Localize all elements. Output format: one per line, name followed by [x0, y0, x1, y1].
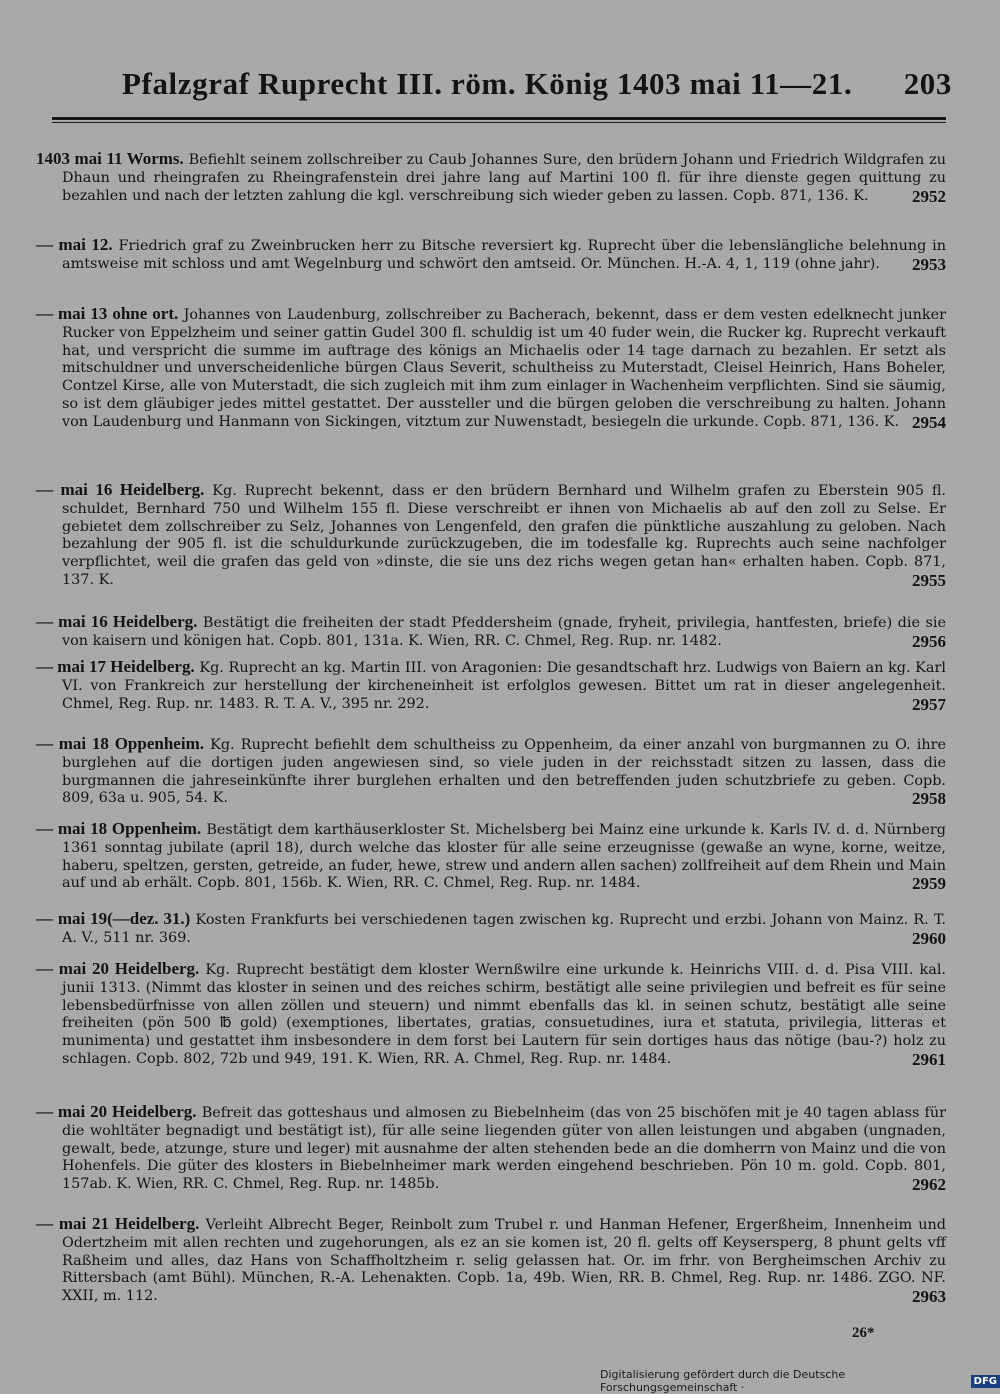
- entry-text: Verleiht Albrecht Beger, Reinbolt zum Trubel r. und Hanman Hefener, Ergerßheim, Innenheim und Odertzheim mit allen rechten und zugehorungen, als ez an sie komen ist, 20 fl. gelts off Keysersperg, 8 phunt gelts vff Raßheim und alles, daz Hans von Schaffholtzheim r. selig gelassen hat. Or. im frhr. von Bergheimschen Archiv zu Rittersbach (amt Bühl). München, R.-A. Lehenakten. Copb. 1a, 49b. Wien, RR. B. Chmel, Reg. Rup. nr. 1486. ZGO. NF. XXII, m. 112.: [62, 1217, 946, 1305]
- entry-number: 2954: [912, 412, 946, 432]
- entry-text: Kosten Frankfurts bei verschiedenen tagen zwischen kg. Ruprecht und erzbi. Johann von Mainz. R. T. A. V., 511 nr. 369.: [62, 912, 946, 946]
- entry-text: Befiehlt seinem zollschreiber zu Caub Johannes Sure, den brüdern Johann und Friedrich Wildgrafen zu Dhaun und rheingrafen zu Rheingrafenstein drei jahre lang auf Martini 100 fl. für ihre dienste gegen quittung zu bezahlen und nach der letzten zahlung die kgl. verschreibung sich wieder geben zu lassen. Copb. 871, 136. K.: [62, 152, 946, 204]
- regest-entry: [36, 658, 946, 713]
- regest-entry: [36, 481, 946, 590]
- regest-entry: [36, 1215, 946, 1306]
- entry-text: Friedrich graf zu Zweinbrucken herr zu Bitsche reversiert kg. Ruprecht über die lebenslängliche belehnung in amtsweise mit schloss und amt Wegelnburg und schwört den amtseid. Or. München. H.-A. 4, 1, 119 (ohne jahr).: [62, 238, 947, 272]
- header-rule: [52, 117, 946, 120]
- entry-number: 2953: [912, 254, 946, 274]
- entry-date: — mai 16 Heidelberg.: [36, 480, 205, 499]
- header-rule-thin: [52, 122, 946, 123]
- entry-text: Johannes von Laudenburg, zollschreiber zu Bacherach, bekennt, dass er dem vesten edelknecht junker Rucker von Eppelzheim und seiner gattin Gudel 300 fl. schuldig ist um 40 fuder wein, die Rucker kg. Ruprecht verkauft hat, und verspricht die summe im auftrage des königs an Michaelis oder 14 tage darnach zu bezahlen. Er setzt als mitschuldner und unverscheidenliche bürgen Claus Severit, schultheiss zu Muterstadt, Cleisel Heinrich, Hans Boheler, Contzel Kirse, alle von Muterstadt, die sich zugleich mit ihm zum einlager in Wachenheim verpflichten. Sind sie säumig, so ist dem gläubiger jedes mittel gestattet. Der aussteller und die bürgen geloben die verschreibung zu halten. Johann von Laudenburg und Hanmann von Sickingen, vitztum zur Nuwenstadt, besiegeln die urkunde. Copb. 871, 136. K.: [62, 307, 947, 430]
- entry-date: — mai 16 Heidelberg.: [36, 612, 198, 631]
- entry-number: 2957: [912, 694, 946, 714]
- footer-text: Digitalisierung gefördert durch die Deutsche Forschungsgemeinschaft ·: [600, 1368, 846, 1394]
- entry-number: 2952: [912, 186, 946, 206]
- entry-date: — mai 20 Heidelberg.: [36, 959, 200, 978]
- entry-date: — mai 18 Oppenheim.: [36, 819, 202, 838]
- entry-text: Kg. Ruprecht bekennt, dass er den brüdern Bernhard und Wilhelm grafen zu Eberstein 905 fl. schuldet, Bernhard 750 und Wilhelm 155 fl. Diese verschreibt er ihnen von Michaelis ab auf den zoll zu Selse. Er gebietet dem zollschreiber zu Selz, Johannes von Lengenfeld, den grafen die pünktliche auszahlung zu geloben. Nach bezahlung der 905 fl. ist die schuldurkunde zurückzugeben, die im todesfalle kg. Ruprechts auch seine nachfolger verpflichtet, weil die grafen das geld von »dinste, die sie uns dez richs wegen getan han« erhalten haben. Copb. 871, 137. K.: [62, 483, 947, 588]
- signature-mark: 26*: [852, 1325, 875, 1341]
- running-title: Pfalzgraf Ruprecht III. röm. König 1403 mai 11—21.: [122, 66, 853, 101]
- entry-text: Kg. Ruprecht an kg. Martin III. von Aragonien: Die gesandtschaft hrz. Ludwigs von Baiern an kg. Karl VI. von Frankreich zur herstellung der kircheneinheit ist erfolglos gewesen. Bittet um rat in dieser angelegenheit. Chmel, Reg. Rup. nr. 1483. R. T. A. V., 395 nr. 292.: [62, 660, 946, 712]
- entry-number: 2959: [912, 874, 946, 894]
- entry-number: 2960: [912, 928, 946, 948]
- regest-entry: [36, 735, 946, 808]
- entry-date: — mai 20 Heidelberg.: [36, 1102, 197, 1121]
- entry-date: 1403 mai 11 Worms.: [36, 149, 184, 168]
- regest-entry: [36, 910, 946, 948]
- entry-text: Kg. Ruprecht befiehlt dem schultheiss zu Oppenheim, da einer anzahl von burgmannen zu O. ihre burglehen auf die dortigen juden angewiesen sind, so viele juden in der reichsstadt sitzen zu lassen, dass die burgmannen die jahreseinkünfte ihrer burglehen erhalten und den betreffenden juden schutzbriefe zu geben. Copb. 809, 63a u. 905, 54. K.: [62, 737, 946, 807]
- entry-text: Kg. Ruprecht bestätigt dem kloster Wernßwilre eine urkunde k. Heinrichs VIII. d. d. Pisa VIII. kal. junii 1313. (Nimmt das kloster in seinen und des reiches schirm, bestätigt alle seine privilegien und befreit es für seine lebensbedürfnisse von allen zöllen und steuern) und nimmt ebenfalls das kl. in seinen schutz, bestätigt alle seine freiheiten (pön 500 ℔ gold) (exemptiones, libertates, gratias, consuetudines, iura et statuta, privilegia, litteras et munimenta) und gestattet ihm insbesondere in dem forst bei Lautern für sein dortiges haus das nötige (bau-?) holz zu schlagen. Copb. 802, 72b und 949, 191. K. Wien, RR. A. Chmel, Reg. Rup. nr. 1484.: [62, 962, 946, 1067]
- entry-number: 2956: [912, 631, 946, 651]
- regest-entry: [36, 960, 946, 1069]
- page-number: 203: [903, 66, 952, 101]
- entry-date: — mai 18 Oppenheim.: [36, 734, 204, 753]
- entry-text: Bestätigt die freiheiten der stadt Pfeddersheim (gnade, fryheit, privilegia, hantfesten, briefe) die sie von kaisern und königen hat. Copb. 801, 131a. K. Wien, RR. C. Chmel, Reg. Rup. nr. 1482.: [62, 615, 946, 649]
- entry-text: Bestätigt dem karthäuserkloster St. Michelsberg bei Mainz eine urkunde k. Karls IV. d. d. Nürnberg 1361 sonntag jubilate (april 18), durch welche das kloster für alle seine erzeugnisse (gewaße an wyne, korne, weitze, haberu, speltzen, gersten, getreide, an fuder, hewe, strew und andern allen sachen) zollfreiheit auf dem Rhein und Main auf und ab erhält. Copb. 801, 156b. K. Wien, RR. C. Chmel, Reg. Rup. nr. 1484.: [62, 822, 947, 892]
- regest-entry: [36, 150, 946, 205]
- entry-number: 2958: [912, 789, 946, 809]
- entry-date: — mai 19(—dez. 31.): [36, 909, 191, 928]
- entry-date: — mai 17 Heidelberg.: [36, 657, 195, 676]
- entry-number: 2955: [912, 570, 946, 590]
- regest-entry: [36, 820, 946, 893]
- entry-number: 2961: [912, 1049, 946, 1069]
- regest-entry: [36, 305, 946, 432]
- regest-entry: [36, 1103, 946, 1194]
- page-header: [122, 66, 952, 116]
- regest-entry: [36, 236, 946, 274]
- digitization-footer: [600, 1368, 1000, 1394]
- regest-entry: [36, 613, 946, 651]
- entry-text: Befreit das gotteshaus und almosen zu Biebelnheim (das von 25 bischöfen mit je 40 tagen ablass für die wohltäter begnadigt und bestätigt ist), für alle seine liegenden güter von allen leistungen und abgaben (ungnaden, gewalt, bede, atzunge, sture und leger) mit ausnahme der alten stehenden bede an die domherrn von Mainz und die von Hohenfels. Die güter des klosters in Biebelnheimer mark werden eingehend beschrieben. Pön 10 m. gold. Copb. 801, 157ab. K. Wien, RR. C. Chmel, Reg. Rup. nr. 1485b.: [62, 1105, 947, 1193]
- entry-date: — mai 21 Heidelberg.: [36, 1214, 200, 1233]
- entry-number: 2962: [912, 1175, 946, 1195]
- entry-date: — mai 13 ohne ort.: [36, 304, 179, 323]
- entry-date: — mai 12.: [36, 235, 113, 254]
- dfg-logo: DFG: [971, 1375, 1000, 1388]
- entry-number: 2963: [912, 1287, 946, 1307]
